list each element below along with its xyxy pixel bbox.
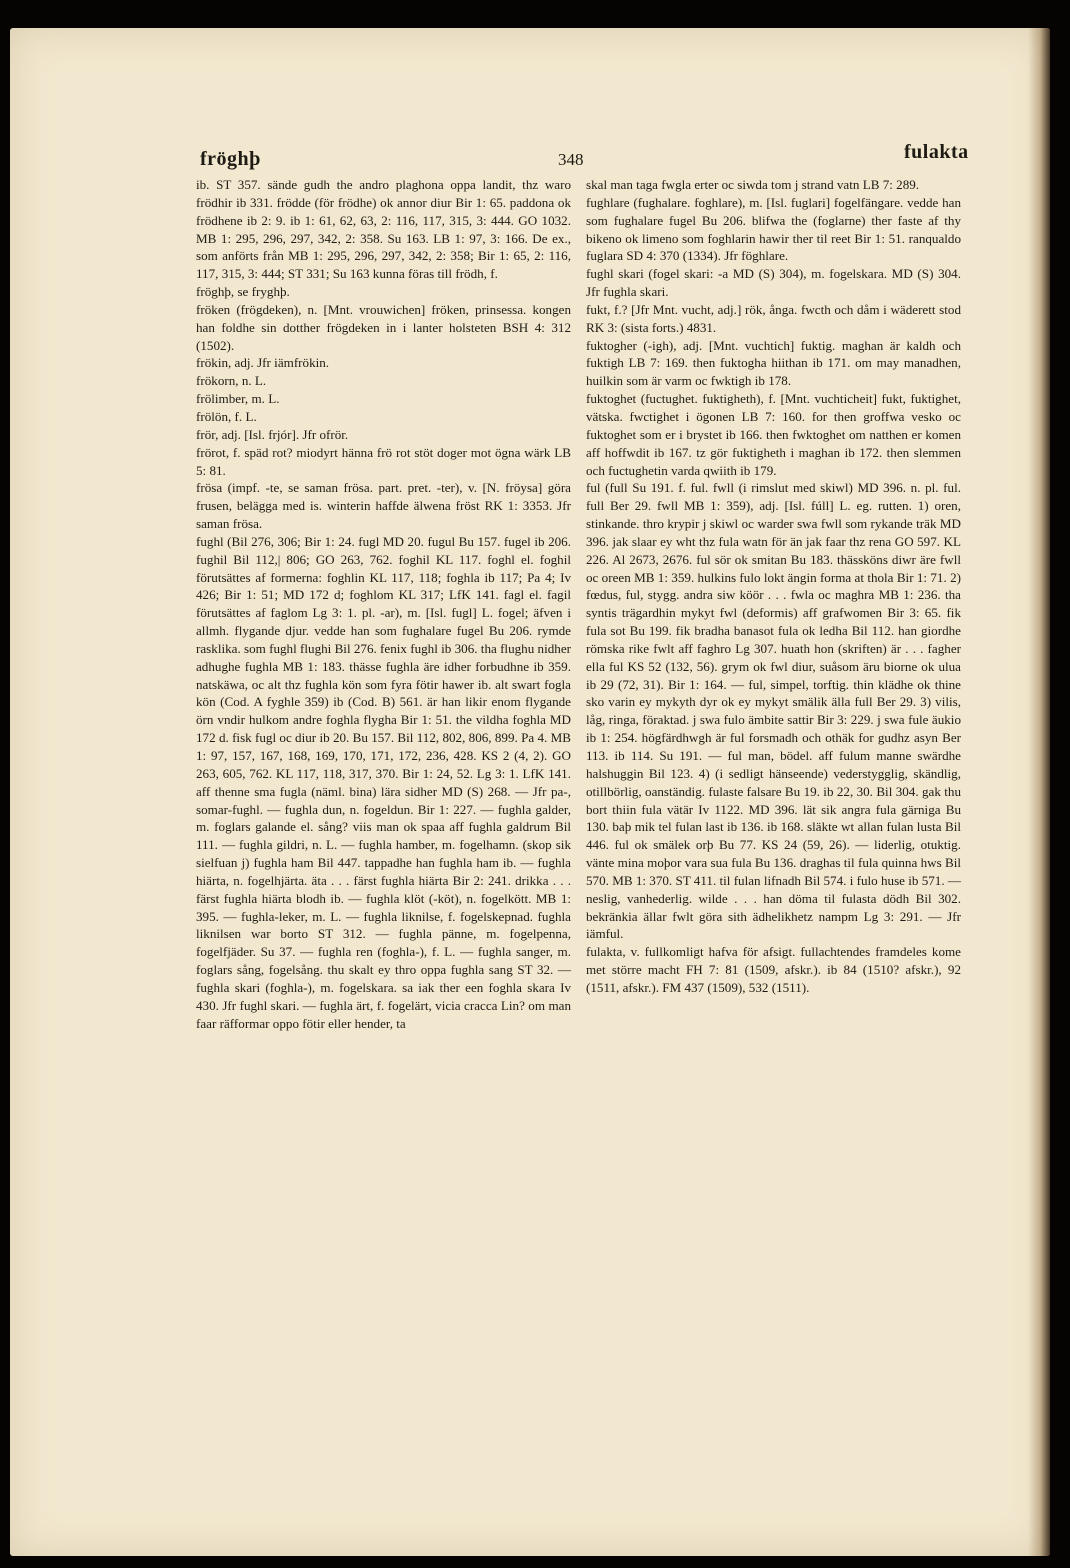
left-running-headword: fröghþ [200, 148, 261, 170]
dictionary-entry: fuktogher (-igh), adj. [Mnt. vuchtich] fuktig. maghan är kaldh och fuktigh LB 7: 169. then fuktogha hiithan ib 171. om may manadhen, huilkin som är varm oc fwktigh ib 178. [586, 337, 961, 389]
dictionary-entry: fröghþ, se fryghþ. [196, 284, 290, 300]
dictionary-entry: fughl skari (fogel skari: -a MD (S) 304), m. fogelskara. MD (S) 304. Jfr fughla skari. [586, 266, 961, 300]
right-column [586, 176, 961, 997]
dictionary-entry: fughlare (fughalare. foghlare), m. [Isl. fuglari] fogelfängare. vedde han som fughalare fugel Bu 206. blifwa the (foglarne) ther faste af thy bikeno ok limeno som foghlarin hawir ther til reet Bir 1: 51. ranqualdo fuglara SD 4: 370 (1334). Jfr föghlare. [586, 194, 961, 264]
dictionary-entry: frör, adj. [Isl. frjór]. Jfr ofrör. [196, 426, 349, 442]
dictionary-entry: ful (full Su 191. f. ful. fwll (i rimslut med skiwl) MD 396. n. pl. ful. full Ber 29. fwll MB 1: 359), adj. [Isl. fúll] L. eg. rutten. 1) oren, stinkande. thro krypir j skiwl oc warder swa fwll som rykande träk MD 396. jak slaar ey wht thz fula watn för än jak faar thz rena GO 597. KL 226. Al 2673, 2676. ful sör ok smitan Bu 183. thässköns diwr äre fwll oc oreen MB 1: 359. hulkins fulo lokt ängin forma at thola Bir 1: 71. 2) fœdus, ful, stygg. andra siw köör . . . fwla oc maghra MB 1: 236. tha syntis trägardhin mykyt fwl (deformis) aff grafwomen Bir 3: 65. fik fula sot Bu 199. fik bradha banasot fula ok ledha Bil 112. han giordhe römska rike fwlt aff faghro Lg 307. huath hon (skriften) är . . . fagher ella ful KS 52 (132, 56). grym ok fwl diur, suåsom äru biorne ok ulua ib 29 (72, 31). Bir 1: 164. — ful, simpel, torftig. thin klädhe ok thine sko varin ey mykyth dyr ok ey mykyt smälik älla full Ber 29. 3) vilis, låg, ringa, föraktad. j swa fulo ämbite sattir Bir 3: 229. j swa fule äukio ib 1: 254. högfärdhwgh är ful forsmadh och othäk for gudhz asyn Ber 113. ib 114. Su 191. — ful man, bödel. aff fulum manne swärdhe halshuggin Bil 123. 4) (i sedligt hänseende) vederstygglig, skändlig, otillbörlig, oanständig. fulaste falsare Bu 19. ib 22, 30. Bil 304. gak thu bort thiin fula vätär Iv 1122. MD 396. lät sik angra fula gärniga Bu 130. baþ mik tel fulan last ib 136. ib 168. släkte wt allan fulan lusta Bil 446. ful ok smälek orþ Bu 77. KS 24 (59, 26). — liderlig, otuktig. vänte mina moþor vara sua fula Bu 136. draghas til fula quinna hws Bil 570. MB 1: 370. ST 411. til fulan lifnadh Bil 574. i fulo huse ib 571. — neslig, vanhederlig. wilde . . . han döma til fulasta dödh Bil 302. bekränkia ällar fwlt göra sith ädhelikhetz nampm Lg 3: 291. — Jfr iämful. [586, 480, 961, 942]
dictionary-entry: frölön, f. L. [196, 408, 257, 424]
page-number: 348 [558, 150, 584, 169]
dictionary-page [10, 28, 1050, 1556]
dictionary-entry: skal man taga fwgla erter oc siwda tom j strand vatn LB 7: 289. [586, 177, 920, 192]
dictionary-entry: fröken (frögdeken), n. [Mnt. vrouwichen] fröken, prinsessa. kongen han foldhe sin dotther frögdeken in i lanter holsteten BSH 4: 312 (1502). [196, 301, 571, 353]
page-header [10, 136, 1050, 176]
book-spine-shadow [1028, 28, 1050, 1556]
dictionary-entry: frökorn, n. L. [196, 373, 267, 389]
dictionary-entry: ib. ST 357. sände gudh the andro plaghona oppa landit, thz waro frödhir ib 331. frödde (för frödhe) ok annor diur Bir 1: 65. paddona ok frödhene ib 2: 9. ib 1: 61, 62, 63, 2: 116, 117, 315, 3: 444. GO 1032. MB 1: 295, 296, 297, 342, 2: 358. Su 163. LB 1: 97, 3: 166. De ex., som anförts från MB 1: 295, 296, 297, 342, 2: 358; Bir 1: 65, 2: 116, 117, 315, 3: 444; ST 331; Su 163 kunna föras till frödh, f. [196, 177, 571, 282]
right-running-headword: fulakta [904, 141, 969, 163]
dictionary-entry: frösa (impf. -te, se saman frösa. part. pret. -ter), v. [N. fröysa] göra frusen, belägga med is. winterin haffde älwena fröst RK 1: 3353. Jfr saman frösa. [196, 480, 571, 532]
dictionary-entry: fukt, f.? [Jfr Mnt. vucht, adj.] rök, ånga. fwcth och dåm i wäderett stod RK 3: (sista forts.) 4831. [586, 301, 961, 335]
dictionary-entry: fuktoghet (fuctughet. fuktigheth), f. [Mnt. vuchticheit] fukt, fuktighet, vätska. fwctighet i ögonen LB 7: 160. for then groffwa vesko oc fuktoghet som er i brystet ib 166. then fwktoghet om natthen er komen aff hoffwdit ib 167. tz gör fuktigheth i maghan ib 172. then slemmen och fuctughetin varda qwiith ib 179. [586, 391, 961, 478]
left-column [196, 176, 571, 1033]
dictionary-entry: frörot, f. späd rot? miodyrt hänna frö rot stöt doger mot ögna wärk LB 5: 81. [196, 444, 571, 478]
dictionary-entry: frökin, adj. Jfr iämfrökin. [196, 355, 330, 371]
dictionary-entry: fulakta, v. fullkomligt hafva för afsigt. fullachtendes framdeles kome met större macht FH 7: 81 (1509, afskr.). ib 84 (1510? afskr.), 92 (1511, afskr.). FM 437 (1509), 532 (1511). [586, 944, 961, 995]
dictionary-entry: frölimber, m. L. [196, 391, 280, 407]
dictionary-entry: fughl (Bil 276, 306; Bir 1: 24. fugl MD 20. fugul Bu 157. fugel ib 206. fughil Bil 112,| 806; GO 263, 762. foghil KL 117. foghl el. foghil förutsättes af formerna: foghlin KL 117, 118; foghla ib 117; Pa 4; Iv 426; Bir 1: 51; MD 172 d; foghlom KL 317; LfK 141. fagl el. fagil förutsättes af faglom Lg 3: 1. pl. -ar), m. [Isl. fugl] L. fogel; äfven i allmh. flygande djur. vedde han som fughalare fugel Bu 206. rymde rasklika. som fughl flughi Bil 276. fenix fughl ib 306. tha flughu nidher adhughe fughla MB 1: 183. thässe fughla äre idher forbudhne ib 359. natskäwa, oc alt thz fughla kön som fyra fötir hawer ib. alt swart fogla kön (Cod. A fyghle 359) ib (Cod. B) 561. är han likir enom flygande örn vndir hulkom andre foghla flygha Bir 1: 51. the vildha foghla MD 172 d. fisk fugl oc diur ib 20. Bu 157. Bil 112, 802, 806, 899. Pa 4. MB 1: 97, 157, 167, 168, 169, 170, 171, 172, 236, 428. KS 2 (4, 2). GO 263, 605, 762. KL 117, 118, 317, 370. Bir 1: 24, 52. Lg 3: 1. LfK 141. aff thenne sma fugla (näml. bina) lära sidher MD (S) 268. — Jfr pa-, somar-fughl. — fughla dun, n. fogeldun. Bir 1: 227. — fughla galder, m. foglars galande el. sång? viis man ok spaa aff fughla galdrum Bil 111. — fughla gildri, n. L. — fughla hamber, m. fogelhamn. (skop sik sielfuan j) fughla ham Bil 447. tappadhe han fughla ham ib. — fughla hiärta, n. fogelhjärta. äta . . . färst fughla hiärta Bir 2: 241. drikka . . . färst fughla hiärta blodh ib. — fughla klöt (-köt), n. fogelkött. MB 1: 395. — fughla-leker, m. L. — fughla liknilse, f. fogelskepnad. fughla liknilsen war borto ST 312. — fughla pänne, m. fogelpenna, fogelfjäder. Su 37. — fughla ren (foghla-), f. L. — fughla sanger, m. foglars sång, fogelsång. thu skalt ey thro oppa fughla sang ST 32. — fughla skari (foghla-), m. fogelskara. sa iak ther een foghla skara Iv 430. Jfr fughl skari. — fughla ärt, f. fogelärt, vicia cracca Lin? om man faar räfformar oppo fötir eller hender, ta [196, 533, 571, 1031]
